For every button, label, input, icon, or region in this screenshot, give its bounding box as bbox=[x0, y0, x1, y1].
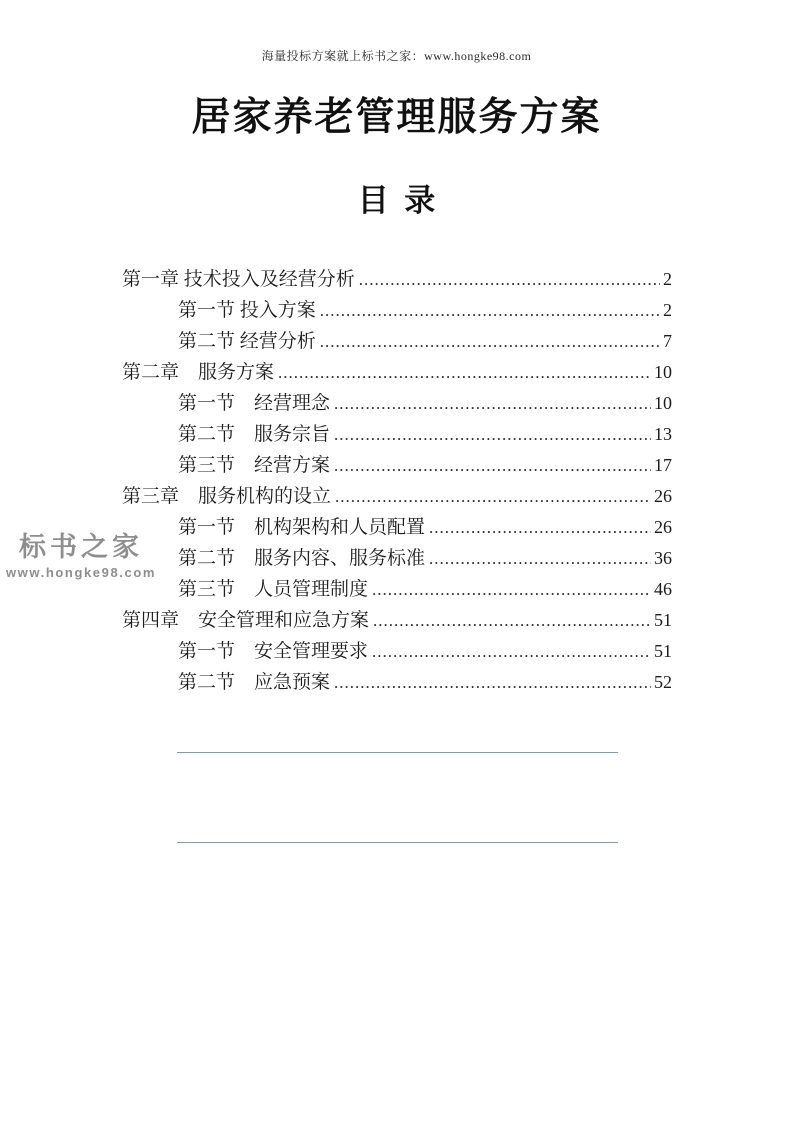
horizontal-divider-line-top bbox=[177, 752, 618, 753]
toc-entry-label: 第一节 投入方案 bbox=[178, 300, 316, 321]
toc-dotted-leader bbox=[372, 574, 651, 605]
toc-entry-label: 第一节 安全管理要求 bbox=[178, 641, 369, 662]
toc-dotted-leader bbox=[335, 481, 651, 512]
toc-dotted-leader bbox=[372, 636, 651, 667]
toc-page-number: 17 bbox=[654, 455, 672, 475]
toc-dotted-leader bbox=[373, 605, 651, 636]
toc-page-number: 51 bbox=[654, 641, 672, 661]
toc-dotted-leader bbox=[320, 326, 660, 357]
header-note: 海量投标方案就上标书之家：www.hongke98.com bbox=[261, 49, 532, 63]
watermark-url: www.hongke98.com bbox=[5, 564, 157, 580]
toc-entry-label: 第一节 机构架构和人员配置 bbox=[178, 517, 426, 538]
toc-entry[interactable] bbox=[122, 264, 672, 295]
toc-entry-label: 第二节 经营分析 bbox=[178, 331, 316, 352]
horizontal-divider-line-bottom bbox=[177, 842, 618, 843]
toc-page-number: 36 bbox=[654, 548, 672, 568]
toc-entry[interactable] bbox=[122, 667, 672, 698]
toc-page-number: 7 bbox=[663, 331, 672, 351]
toc-dotted-leader bbox=[359, 264, 660, 295]
toc-page-number: 2 bbox=[663, 300, 672, 320]
toc-entry[interactable] bbox=[122, 295, 672, 326]
toc-page-number: 52 bbox=[654, 672, 672, 692]
toc-page-number: 10 bbox=[654, 393, 672, 413]
toc-entry[interactable] bbox=[122, 512, 672, 543]
toc-entry[interactable] bbox=[122, 605, 672, 636]
toc-entry-label: 第二节 服务内容、服务标准 bbox=[178, 548, 426, 569]
toc-entry[interactable] bbox=[122, 574, 672, 605]
watermark bbox=[4, 533, 158, 580]
toc-dotted-leader bbox=[334, 667, 651, 698]
toc-dotted-leader bbox=[429, 543, 651, 574]
toc-page-number: 2 bbox=[663, 269, 672, 289]
toc-page-number: 13 bbox=[654, 424, 672, 444]
toc-list bbox=[122, 264, 672, 698]
toc-entry[interactable] bbox=[122, 450, 672, 481]
toc-heading: 目 录 bbox=[357, 183, 436, 218]
toc-page-number: 10 bbox=[654, 362, 672, 382]
toc-page-number: 46 bbox=[654, 579, 672, 599]
toc-dotted-leader bbox=[334, 450, 651, 481]
toc-dotted-leader bbox=[278, 357, 651, 388]
toc-page-number: 26 bbox=[654, 517, 672, 537]
toc-entry-label: 第三节 经营方案 bbox=[178, 455, 331, 476]
watermark-logo-text: 标书之家 bbox=[19, 532, 143, 562]
toc-entry-label: 第四章 安全管理和应急方案 bbox=[122, 610, 370, 631]
toc-entry-label: 第三章 服务机构的设立 bbox=[122, 486, 332, 507]
toc-entry-label: 第二章 服务方案 bbox=[122, 362, 275, 383]
toc-entry[interactable] bbox=[122, 543, 672, 574]
toc-dotted-leader bbox=[320, 295, 660, 326]
toc-entry[interactable] bbox=[122, 388, 672, 419]
toc-entry[interactable] bbox=[122, 357, 672, 388]
toc-entry[interactable] bbox=[122, 326, 672, 357]
toc-dotted-leader bbox=[334, 388, 651, 419]
toc-entry[interactable] bbox=[122, 481, 672, 512]
toc-entry-label: 第二节 应急预案 bbox=[178, 672, 331, 693]
toc-entry-label: 第二节 服务宗旨 bbox=[178, 424, 331, 445]
document-title: 居家养老管理服务方案 bbox=[191, 96, 602, 139]
toc-dotted-leader bbox=[334, 419, 651, 450]
toc-entry-label: 第三节 人员管理制度 bbox=[178, 579, 369, 600]
toc-entry-label: 第一章 技术投入及经营分析 bbox=[122, 269, 355, 290]
toc-entry[interactable] bbox=[122, 636, 672, 667]
toc-entry-label: 第一节 经营理念 bbox=[178, 393, 331, 414]
toc-dotted-leader bbox=[429, 512, 651, 543]
toc-page-number: 51 bbox=[654, 610, 672, 630]
toc-entry[interactable] bbox=[122, 419, 672, 450]
toc-page-number: 26 bbox=[654, 486, 672, 506]
